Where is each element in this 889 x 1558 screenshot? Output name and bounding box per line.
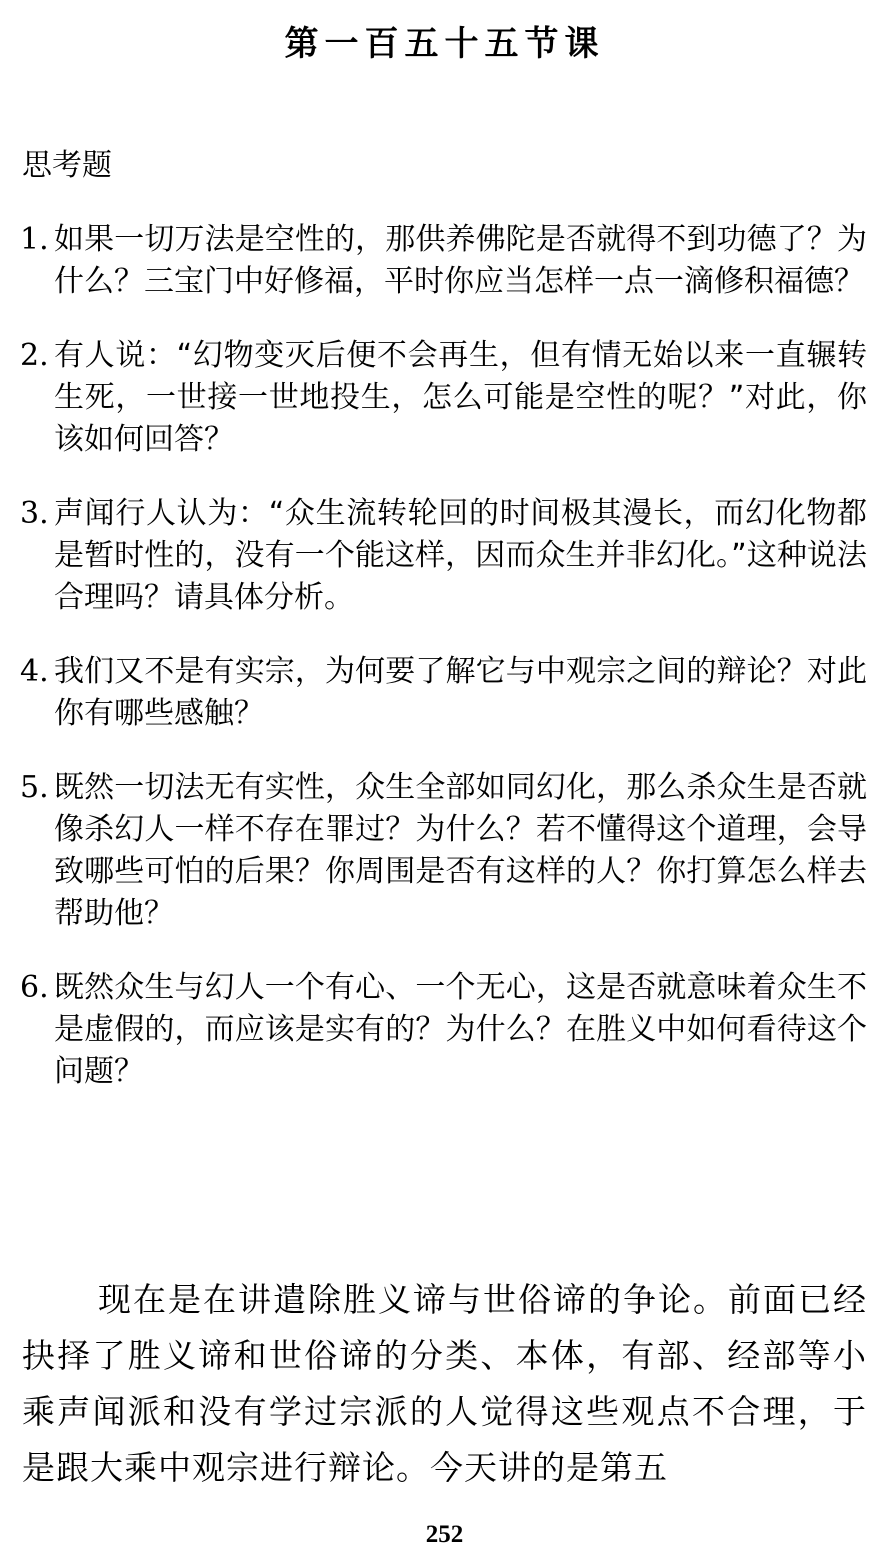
question-text: 我们又不是有实宗，为何要了解它与中观宗之间的辩论？对此你有哪些感触？ (54, 654, 867, 731)
question-item (0, 493, 867, 619)
question-number: 3. (20, 496, 49, 531)
question-text: 声闻行人认为：“众生流转轮回的时间极其漫长，而幻化物都是暂时性的，没有一个能这样，因而众生并非幻化。”这种说法合理吗？请具体分析。 (54, 496, 867, 615)
question-item (0, 651, 867, 735)
question-text: 如果一切万法是空性的，那供养佛陀是否就得不到功德了？为什么？三宝门中好修福，平时你应当怎样一点一滴修积福德？ (54, 222, 867, 299)
question-item (0, 219, 867, 303)
question-number: 5. (20, 770, 49, 805)
page-title: 第一百五十五节课 (284, 24, 605, 64)
question-item (0, 767, 867, 935)
page-number: 252 (425, 1521, 464, 1548)
question-item (0, 967, 867, 1093)
question-number: 4. (20, 654, 49, 689)
section-heading: 思考题 (22, 148, 112, 183)
question-number: 6. (20, 970, 49, 1005)
question-list (0, 219, 889, 1125)
question-item (0, 335, 867, 461)
question-text: 有人说：“幻物变灭后便不会再生，但有情无始以来一直辗转生死，一世接一世地投生，怎么可能是空性的呢？”对此，你该如何回答？ (54, 338, 867, 457)
question-text: 既然一切法无有实性，众生全部如同幻化，那么杀众生是否就像杀幻人一样不存在罪过？为什么？若不懂得这个道理，会导致哪些可怕的后果？你周围是否有这样的人？你打算怎么样去帮助他？ (54, 770, 867, 931)
body-paragraph: 现在是在讲遣除胜义谛与世俗谛的争论。前面已经抉择了胜义谛和世俗谛的分类、本体，有部、经部等小乘声闻派和没有学过宗派的人觉得这些观点不合理，于是跟大乘中观宗进行辩论。今天讲的是第五 (22, 1280, 867, 1487)
question-number: 2. (20, 338, 49, 373)
question-number: 1. (20, 222, 49, 257)
question-text: 既然众生与幻人一个有心、一个无心，这是否就意味着众生不是虚假的，而应该是实有的？为什么？在胜义中如何看待这个问题？ (54, 970, 867, 1089)
